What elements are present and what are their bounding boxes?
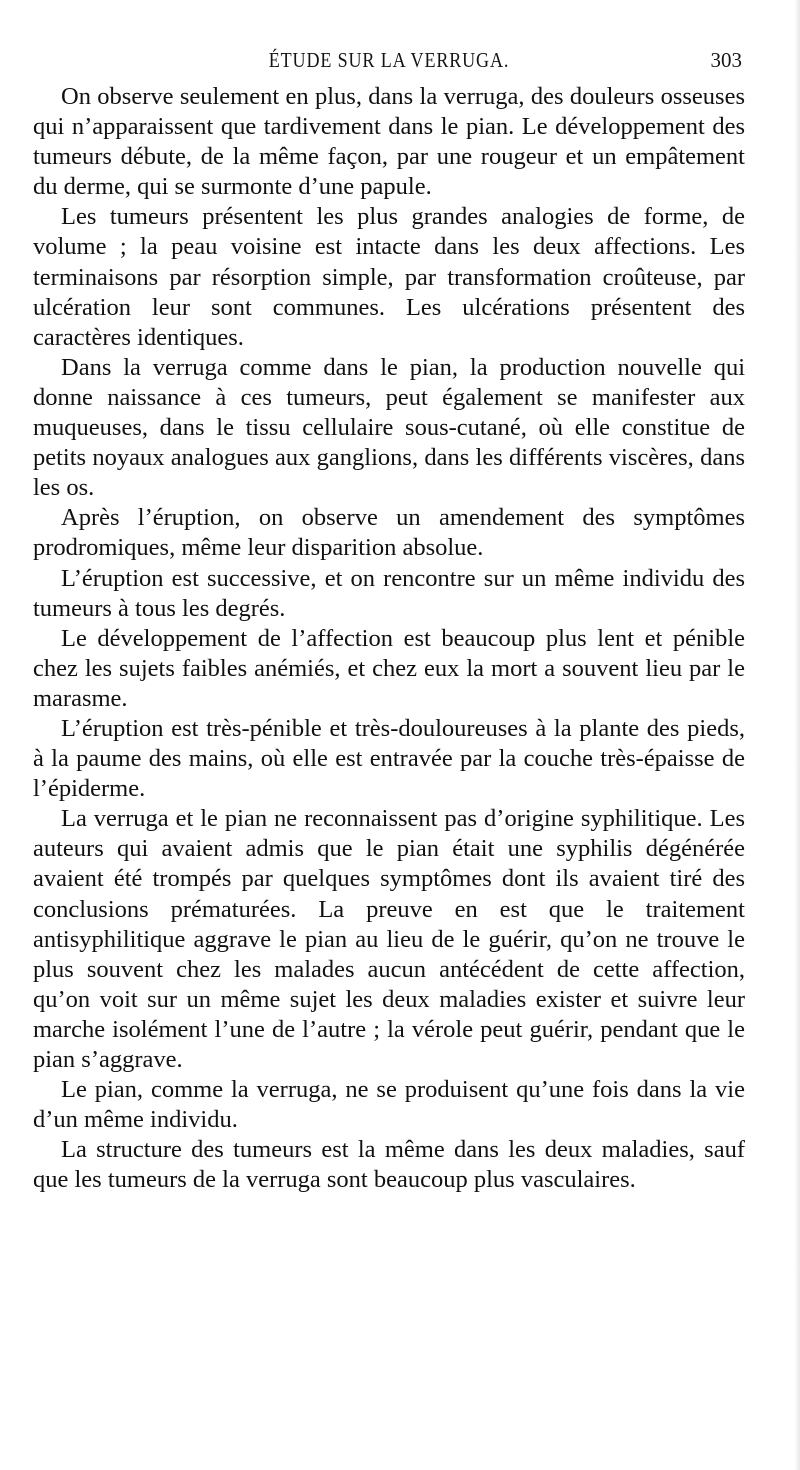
paragraph: L’éruption est très-pénible et très-douloureuses à la plante des pieds, à la paume des mains, où elle est entravée par la couche très-épaisse de l’épiderme. <box>33 714 745 803</box>
paragraph: Dans la verruga comme dans le pian, la production nouvelle qui donne naissance à ces tumeurs, peut également se manifester aux muqueuses, dans le tissu cellulaire sous-cutané, où elle constitue de petits noyaux analogues aux ganglions, dans les différents viscères, dans les os. <box>33 353 745 502</box>
paragraph: On observe seulement en plus, dans la verruga, des douleurs osseuses qui n’apparaissent que tardivement dans le pian. Le développement des tumeurs débute, de la même façon, par une rougeur et un empâtement du derme, qui se surmonte d’une papule. <box>33 83 745 201</box>
page-header <box>36 48 742 78</box>
running-title: ÉTUDE SUR LA VERRUGA. <box>268 48 510 72</box>
paragraph: Après l’éruption, on observe un amendement des symptômes prodromiques, même leur disparition absolue. <box>33 504 745 562</box>
paragraph: Le développement de l’affection est beaucoup plus lent et pénible chez les sujets faibles anémiés, et chez eux la mort a souvent lieu par le marasme. <box>33 624 745 712</box>
paragraph: Le pian, comme la verruga, ne se produisent qu’une fois dans la vie d’un même individu. <box>33 1076 745 1134</box>
page-number: 303 <box>710 48 742 72</box>
body-text <box>33 82 745 1195</box>
paragraph: La structure des tumeurs est la même dans les deux maladies, sauf que les tumeurs de la verruga sont beaucoup plus vasculaires. <box>33 1136 745 1194</box>
paragraph: L’éruption est successive, et on rencontre sur un même individu des tumeurs à tous les degrés. <box>33 564 745 622</box>
paragraph: La verruga et le pian ne reconnaissent pas d’origine syphilitique. Les auteurs qui avaient admis que le pian était une syphilis dégénérée avaient été trompés par quelques symptômes dont ils avaient tiré des conclusions prématurées. La preuve en est que le traitement antisyphilitique aggrave le pian au lieu de le guérir, qu’on ne trouve le plus souvent chez les malades aucun antécédent de cette affection, qu’on voit sur un même sujet les deux maladies exister et suivre leur marche isolément l’une de l’autre ; la vérole peut guérir, pendant que le pian s’aggrave. <box>33 805 745 1073</box>
paragraph: Les tumeurs présentent les plus grandes analogies de forme, de volume ; la peau voisine est intacte dans les deux affections. Les terminaisons par résorption simple, par transformation croûteuse, par ulcération leur sont communes. Les ulcérations présentent des caractères identiques. <box>33 203 745 351</box>
